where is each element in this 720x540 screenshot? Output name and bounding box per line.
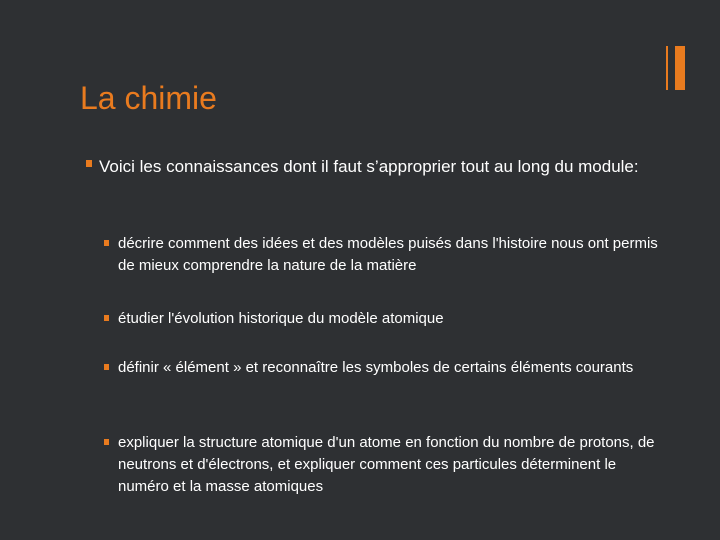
bullet-square-icon	[104, 315, 109, 321]
slide-title: La chimie	[80, 80, 217, 116]
decorative-thick-bar	[675, 46, 685, 90]
bullet-square-icon	[104, 240, 109, 246]
intro-text: Voici les connaissances dont il faut s’approprier tout au long du module:	[99, 157, 639, 176]
sub-bullet-text: expliquer la structure atomique d'un atome en fonction du nombre de protons, de neutrons et d'électrons, et expliquer comment ces particules déterminent le numéro et la masse atomiques	[118, 434, 655, 495]
sub-bullet-2	[104, 308, 664, 330]
sub-bullet-text: décrire comment des idées et des modèles puisés dans l'histoire nous ont permis de mieux comprendre la nature de la matière	[118, 235, 658, 274]
sub-bullet-3	[104, 357, 664, 379]
sub-bullet-text: définir « élément » et reconnaître les symboles de certains éléments courants	[118, 359, 634, 376]
intro-bullet	[86, 154, 646, 179]
bullet-square-icon	[86, 160, 92, 167]
sub-bullet-text: étudier l'évolution historique du modèle atomique	[118, 310, 444, 327]
sub-bullet-1	[104, 233, 664, 277]
bullet-square-icon	[104, 364, 109, 370]
sub-bullet-4	[104, 432, 664, 498]
decorative-thin-bar	[666, 46, 668, 90]
bullet-square-icon	[104, 439, 109, 445]
